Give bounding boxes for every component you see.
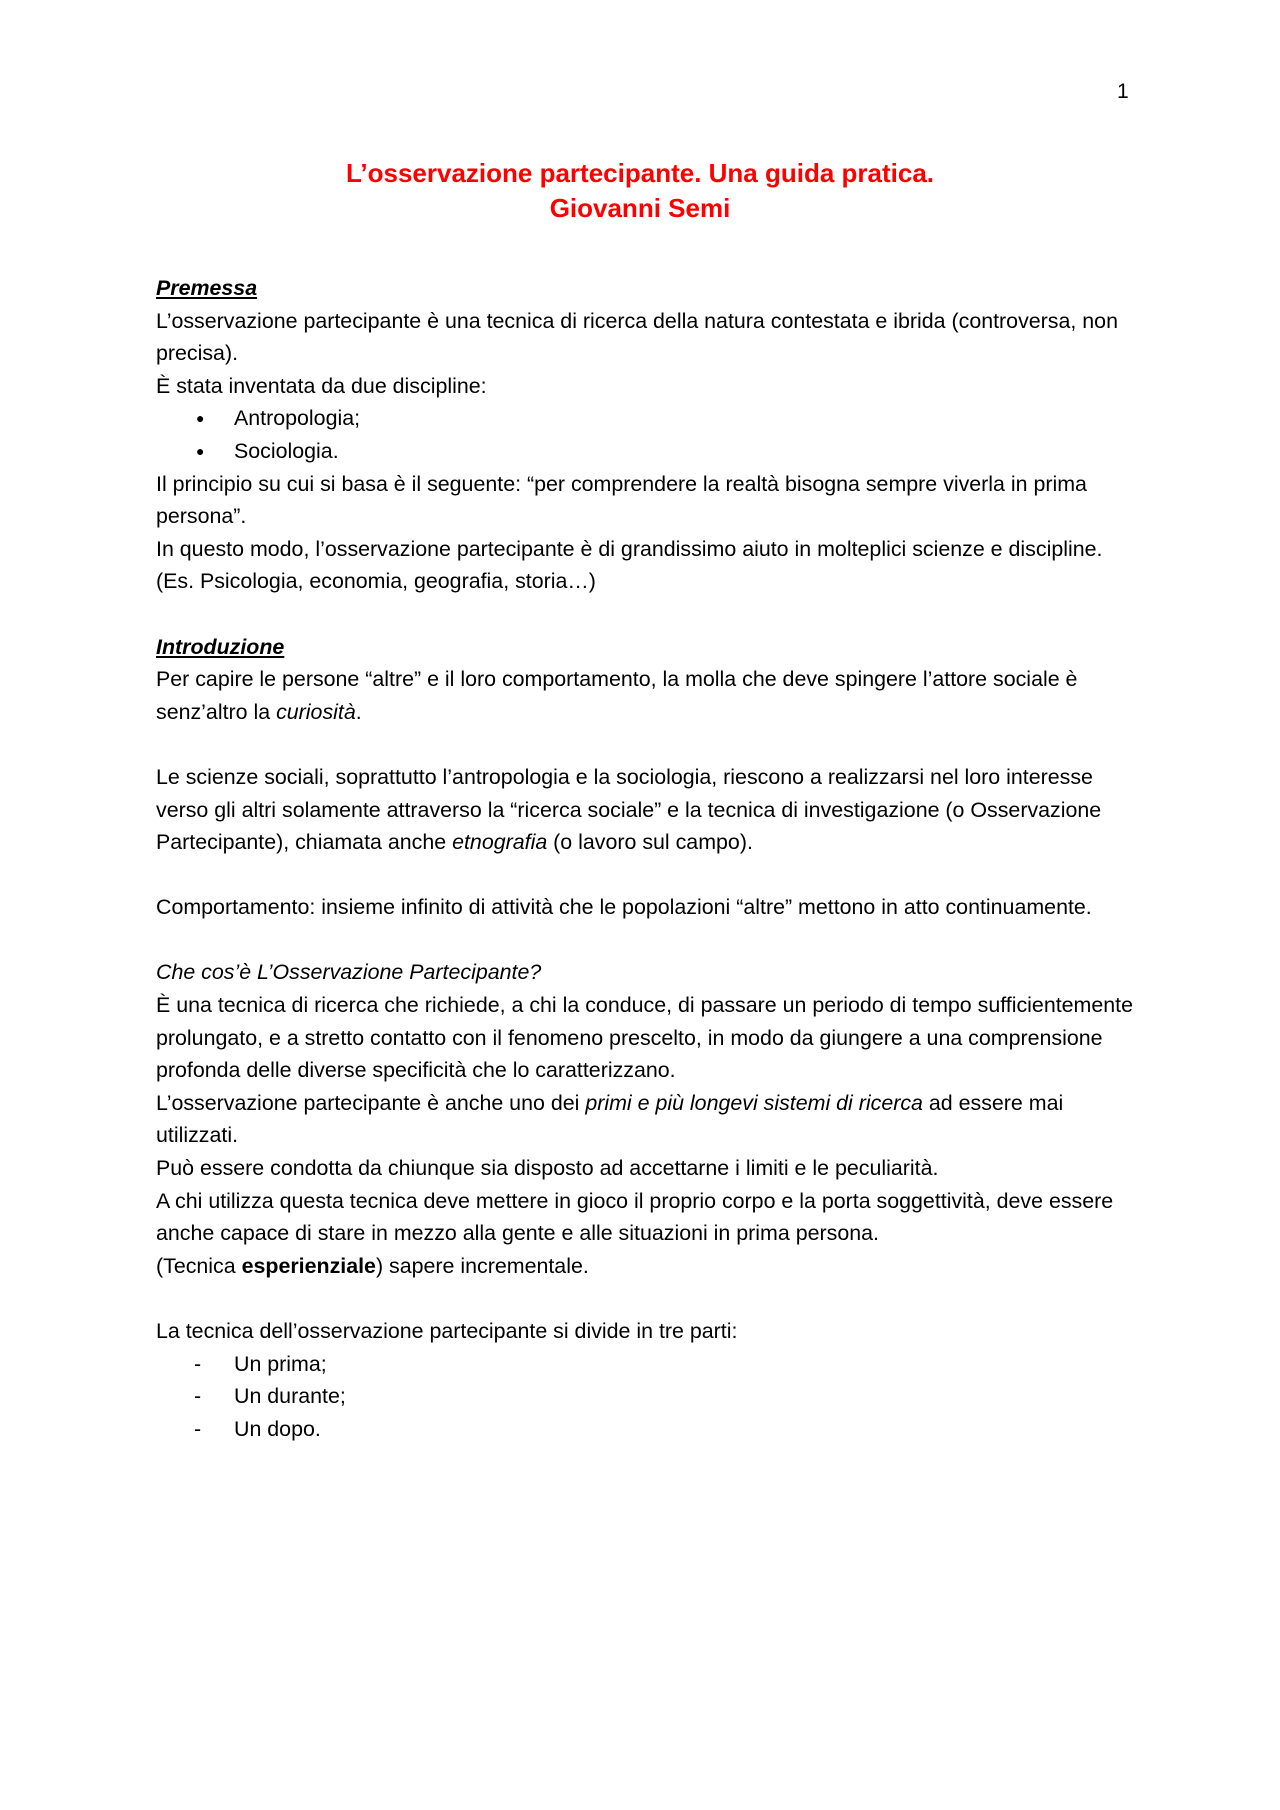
list-item bbox=[156, 1380, 1136, 1413]
text-run: (Tecnica bbox=[156, 1253, 242, 1278]
subheading-che-cose: Che cos’è L’Osservazione Partecipante? bbox=[156, 960, 542, 985]
paragraph bbox=[156, 1087, 1136, 1152]
document-body bbox=[156, 272, 1136, 1445]
dash-icon: - bbox=[194, 1416, 202, 1441]
dash-list-parti bbox=[156, 1348, 1136, 1446]
emphasis-text: primi e più longevi sistemi di ricerca bbox=[585, 1090, 923, 1115]
bullet-icon: ● bbox=[196, 442, 205, 459]
text-run: ad essere mai utilizzati. bbox=[156, 1090, 1064, 1148]
section-heading-premessa: Premessa bbox=[156, 276, 258, 300]
bold-text: esperienziale bbox=[241, 1253, 376, 1278]
list-item bbox=[156, 1413, 1136, 1446]
paragraph bbox=[156, 1250, 1136, 1283]
text-run: ) sapere incrementale. bbox=[375, 1253, 589, 1278]
dash-icon: - bbox=[194, 1351, 202, 1376]
emphasis-text: etnografia bbox=[452, 830, 548, 855]
section-heading-introduzione: Introduzione bbox=[156, 634, 285, 659]
paragraph: Può essere condotta da chiunque sia disposto ad accettarne i limiti e le peculiarità. bbox=[156, 1156, 939, 1181]
paragraph bbox=[156, 761, 1136, 859]
text-run: . bbox=[355, 699, 362, 724]
paragraph: Il principio su cui si basa è il seguente: “per comprendere la realtà bisogna sempre viverla in prima persona”. bbox=[156, 471, 1087, 529]
text-run: Per capire le persone “altre” e il loro comportamento, la molla che deve spingere l’attore sociale è senz’altro la bbox=[156, 667, 1078, 724]
bullet-icon: ● bbox=[196, 410, 205, 427]
list-item-text: Sociologia. bbox=[234, 438, 339, 463]
title-author: Giovanni Semi bbox=[549, 193, 731, 223]
paragraph: L’osservazione partecipante è una tecnica di ricerca della natura contestata e ibrida (controversa, non precisa). bbox=[156, 308, 1118, 366]
paragraph bbox=[156, 663, 1136, 728]
list-item-text: Antropologia; bbox=[234, 406, 361, 431]
list-item bbox=[156, 402, 1136, 435]
list-item-text: Un dopo. bbox=[234, 1416, 321, 1441]
paragraph: In questo modo, l’osservazione partecipante è di grandissimo aiuto in molteplici scienze e discipline. (Es. Psicologia, economia, geografia, storia…) bbox=[156, 536, 1103, 594]
paragraph: La tecnica dell’osservazione partecipante si divide in tre parti: bbox=[156, 1319, 738, 1343]
title-line-1: L’osservazione partecipante. Una guida pratica. bbox=[345, 158, 935, 188]
paragraph: È stata inventata da due discipline: bbox=[156, 373, 487, 398]
list-item-text: Un prima; bbox=[234, 1351, 327, 1376]
list-item bbox=[156, 1348, 1136, 1381]
text-run: Le scienze sociali, soprattutto l’antropologia e la sociologia, riescono a realizzarsi nel loro interesse verso gli altri solamente attraverso la “ricerca sociale” e la tecnica di investigazione (o Osservazione Partecipante), chiamata anche bbox=[156, 764, 1102, 855]
paragraph: A chi utilizza questa tecnica deve mettere in gioco il proprio corpo e la porta soggettività, deve essere anche capace di stare in mezzo alla gente e alle situazioni in prima persona. bbox=[156, 1188, 1114, 1246]
paragraph: Comportamento: insieme infinito di attività che le popolazioni “altre” mettono in atto continuamente. bbox=[156, 895, 1092, 920]
page-number: 1 bbox=[1117, 80, 1129, 103]
list-item bbox=[156, 435, 1136, 468]
paragraph: È una tecnica di ricerca che richiede, a chi la conduce, di passare un periodo di tempo sufficientemente prolungato, e a stretto contatto con il fenomeno prescelto, in modo da giungere a una comprensione profonda delle diverse specificità che lo caratterizzano. bbox=[156, 993, 1134, 1083]
bullet-list-discipline bbox=[156, 402, 1136, 467]
document-title bbox=[0, 156, 1280, 226]
dash-icon: - bbox=[194, 1384, 202, 1409]
emphasis-text: curiosità bbox=[276, 699, 356, 724]
text-run: (o lavoro sul campo). bbox=[547, 830, 753, 855]
text-run: L’osservazione partecipante è anche uno dei bbox=[156, 1090, 586, 1115]
list-item-text: Un durante; bbox=[234, 1384, 346, 1409]
